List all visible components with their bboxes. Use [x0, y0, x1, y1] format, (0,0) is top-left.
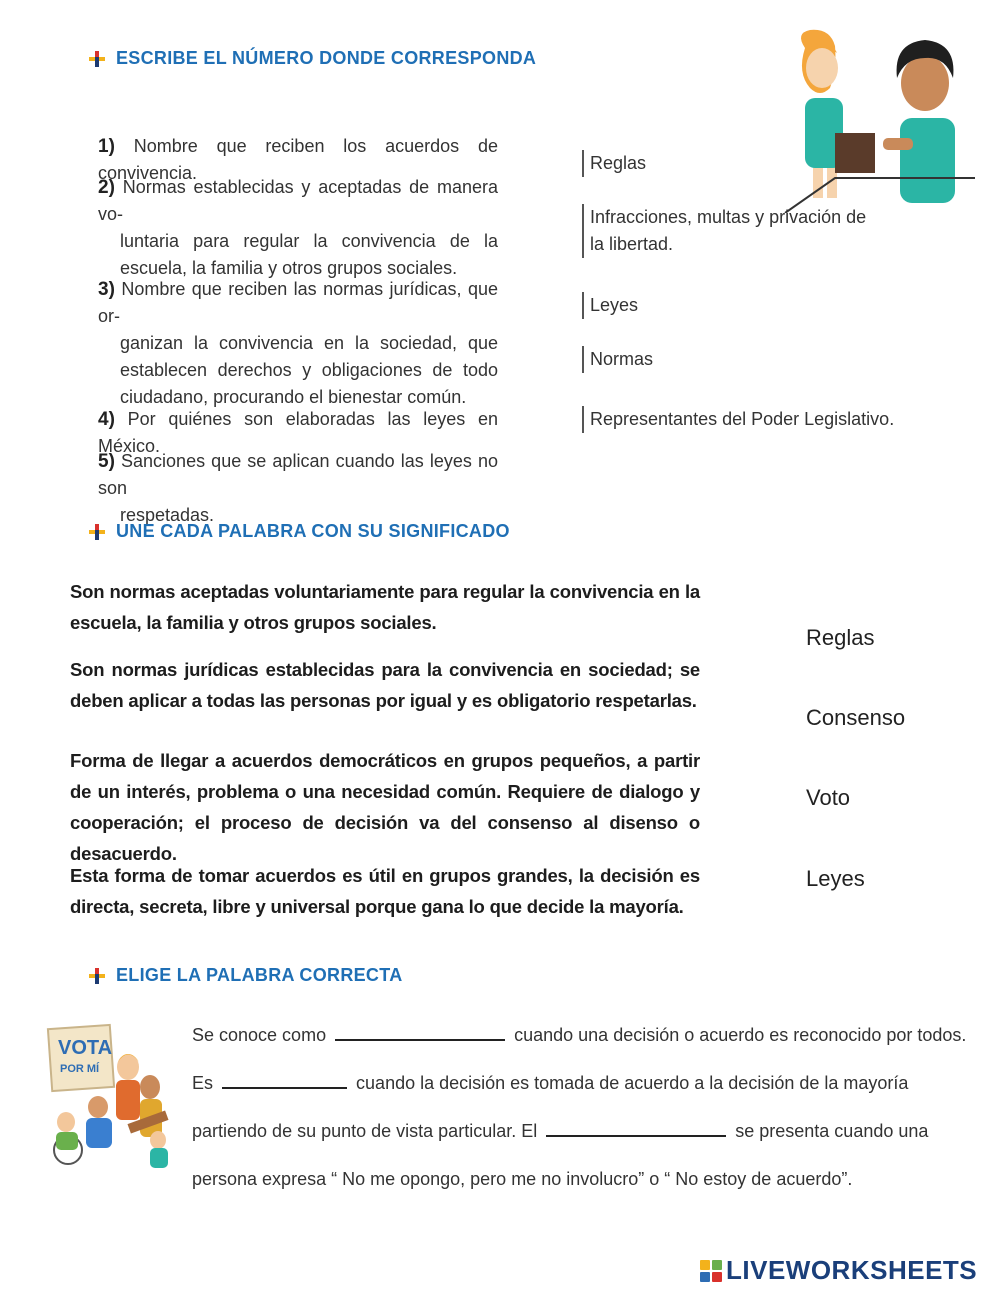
word-reglas[interactable]: Reglas — [806, 625, 875, 650]
question-1: 1) Nombre que reciben los acuerdos de convivencia. — [98, 136, 498, 183]
section-title-choose-word — [88, 965, 403, 986]
question-2: 2) Normas establecidas y aceptadas de manera vo- luntaria para regular la convivencia de la escuela, la familia y otros grupos sociales. — [98, 177, 498, 278]
plus-bullet-icon — [88, 50, 106, 68]
option-leyes[interactable]: Leyes — [582, 292, 638, 319]
question-5: 5) Sanciones que se aplican cuando las leyes no son respetadas. — [98, 451, 498, 525]
option-infracciones[interactable]: Infracciones, multas y privación de la libertad. — [582, 204, 870, 258]
liveworksheets-logo — [700, 1255, 977, 1286]
question-3: 3) Nombre que reciben las normas jurídicas, que or- ganizan la convivencia en la sociedad, que establecen derechos y obligaciones de todo ciudadano, procurando el bienestar común. — [98, 279, 498, 407]
word-voto[interactable]: Voto — [806, 785, 851, 810]
kids-illustration — [775, 28, 990, 213]
blank-1-input[interactable] — [335, 1021, 505, 1041]
definition-1[interactable]: Son normas aceptadas voluntariamente para regular la convivencia en la escuela, la familia y otros grupos sociales. — [70, 581, 700, 633]
sign-text-vota: VOTA — [58, 1037, 113, 1059]
definition-3[interactable]: Forma de llegar a acuerdos democráticos en grupos pequeños, a partir de un interés, problema o una necesidad común. Requiere de dialogo y cooperación; el proceso de decisión va del consenso al disenso o desacuerdo. — [70, 750, 700, 864]
blank-2-input[interactable] — [222, 1069, 347, 1089]
plus-bullet-icon — [88, 967, 106, 985]
section-title-match-number — [88, 48, 536, 69]
sign-text-por-mi: POR MÍ — [60, 1063, 100, 1075]
definition-2[interactable]: Son normas jurídicas establecidas para la convivencia en sociedad; se deben aplicar a todas las personas por igual y es obligatorio respetarlas. — [70, 659, 700, 711]
logo-mark-icon — [700, 1260, 722, 1282]
definition-4[interactable]: Esta forma de tomar acuerdos es útil en grupos grandes, la decisión es directa, secreta, libre y universal porque gana lo que decide la mayoría. — [70, 865, 700, 917]
logo-text: LIVEWORKSHEETS — [726, 1255, 978, 1285]
fill-paragraph: Se conoce como cuando una decisión o acuerdo es reconocido por todos. Es cuando la decisión es tomada de acuerdo a la decisión de la mayoría partiendo de su punto de vista particular. El se presenta cuando una persona expresa “ No me opongo, pero me no involucro” o “ No estoy de acuerdo”. — [192, 1011, 972, 1203]
word-leyes[interactable]: Leyes — [806, 866, 865, 891]
section-title-text: ELIGE LA PALABRA CORRECTA — [116, 965, 403, 985]
blank-3-input[interactable] — [546, 1117, 726, 1137]
option-representantes[interactable]: Representantes del Poder Legislativo. — [582, 406, 894, 433]
section-title-text: ESCRIBE EL NÚMERO DONDE CORRESPONDA — [116, 48, 537, 68]
vote-kids-illustration — [38, 1022, 183, 1172]
section-title-text: UNE CADA PALABRA CON SU SIGNIFICADO — [116, 521, 510, 541]
option-reglas[interactable]: Reglas — [582, 150, 646, 177]
question-4: 4) Por quiénes son elaboradas las leyes en México. — [98, 409, 498, 456]
section-title-match-meaning — [88, 521, 510, 542]
plus-bullet-icon — [88, 523, 106, 541]
option-normas[interactable]: Normas — [582, 346, 653, 373]
word-consenso[interactable]: Consenso — [806, 705, 906, 730]
fill-sentence-2: cuando la decisión es tomada de acuerdo a la decisión de la mayoría partiendo de su punto de vista particular. El — [192, 1073, 909, 1141]
